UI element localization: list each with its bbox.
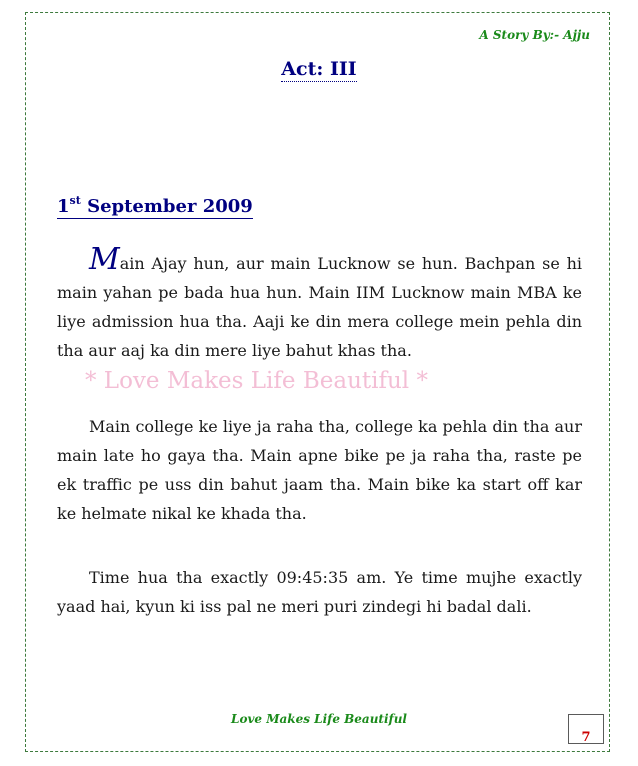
paragraph-1-text: ain Ajay hun, aur main Lucknow se hun. Bachpan se hi main yahan pe bada hua hun. Main IIM Lucknow main MBA ke liye admission hua tha. Aaji ke din mera college mein pehla din tha aur aaj ka din mere liye bahut khas tha. [57, 254, 582, 360]
date-suffix: st [69, 194, 81, 207]
chapter-title-text: Act: III [281, 58, 357, 80]
date-day: 1 [57, 196, 70, 217]
paragraph-3-text: Time hua tha exactly 09:45:35 am. Ye time mujhe exactly yaad hai, kyun ki iss pal ne meri puri zindegi hi badal dali. [57, 568, 582, 616]
drop-cap: M [89, 242, 120, 277]
paragraph-3 [57, 563, 582, 621]
page-number: 7 [581, 730, 591, 745]
footer-tagline: Love Makes Life Beautiful [231, 712, 407, 726]
paragraph-2 [57, 412, 582, 528]
entry-date [57, 196, 253, 219]
page-number-box [568, 714, 604, 744]
date-rest: September 2009 [80, 196, 253, 217]
watermark: * Love Makes Life Beautiful * [85, 368, 428, 394]
story-credit: A Story By:- Ajju [479, 28, 590, 42]
paragraph-2-text: Main college ke liye ja raha tha, college ka pehla din tha aur main late ho gaya tha. Main apne bike pe ja raha tha, raste pe ek traffic pe uss din bahut jaam tha. Main bike ka start off kar ke helmate nikal ke khada tha. [57, 417, 582, 523]
paragraph-1 [57, 242, 582, 365]
chapter-title [0, 58, 638, 80]
